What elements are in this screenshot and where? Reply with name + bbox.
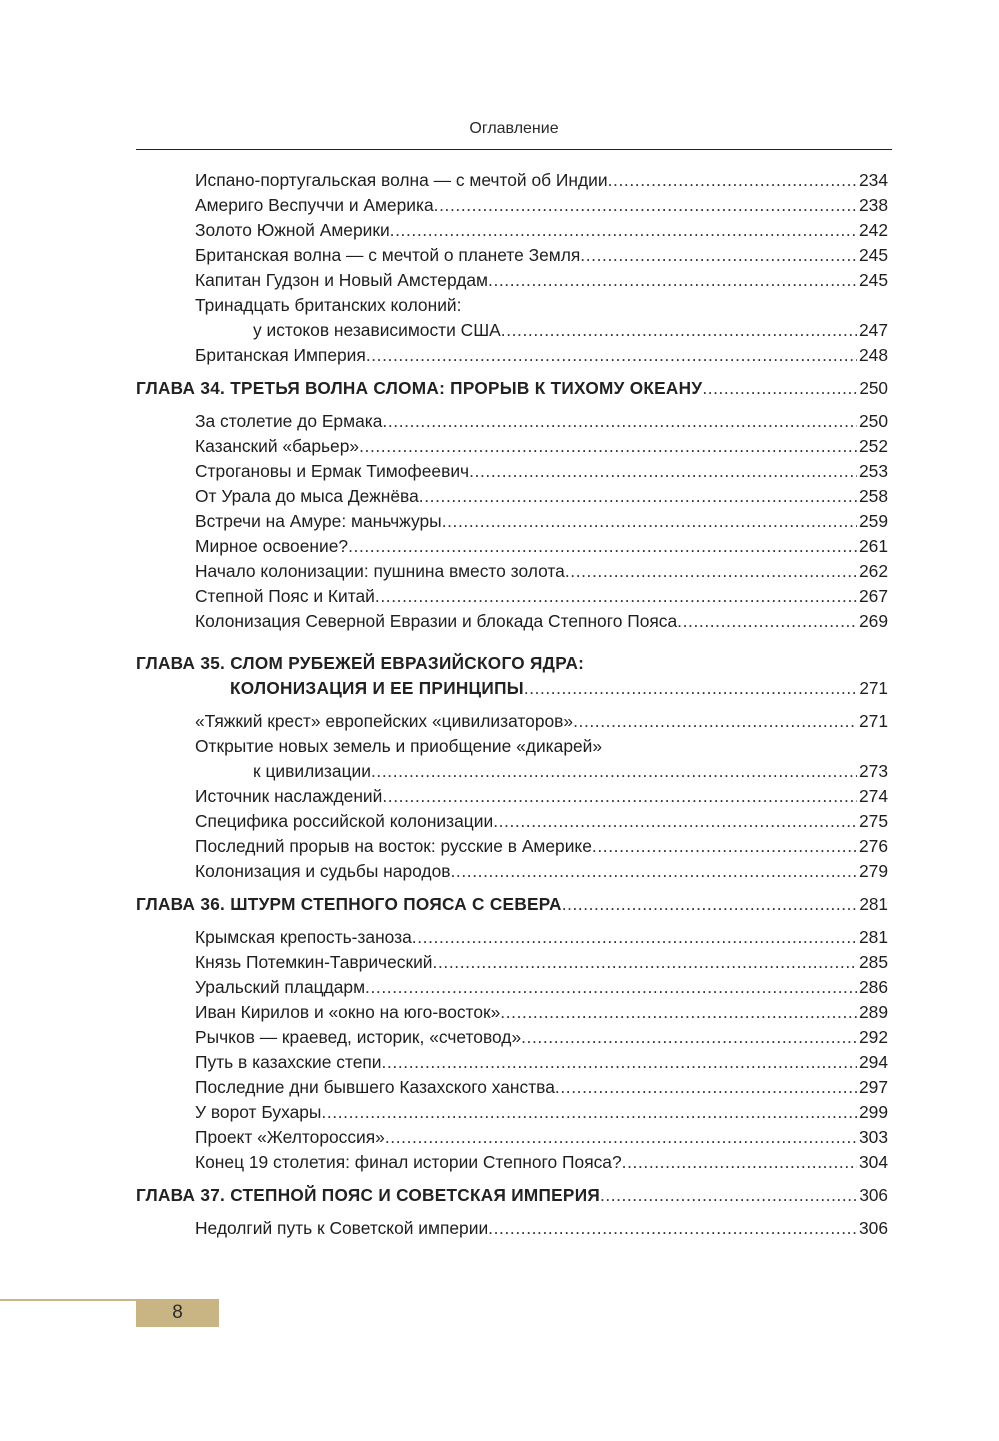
dot-leader (562, 892, 858, 917)
dot-leader (501, 318, 857, 343)
toc-entry-page: 234 (858, 170, 888, 190)
toc-entry-page: 248 (858, 345, 888, 365)
toc-entry-title: От Урала до мыса Дежнёва (195, 486, 419, 506)
toc-entry-page: 267 (858, 586, 888, 606)
toc-entry-page: 252 (858, 436, 888, 456)
toc-entry[interactable] (136, 1050, 888, 1075)
footer-accent-line (0, 1299, 136, 1301)
toc-entry-page: 250 (858, 411, 888, 431)
toc-entry-page: 285 (858, 952, 888, 972)
toc-entry-continuation[interactable] (136, 759, 888, 784)
dot-leader (521, 1025, 857, 1050)
toc-entry-title: У ворот Бухары (195, 1102, 322, 1122)
toc-entry[interactable] (136, 784, 888, 809)
toc-entry-page: 247 (858, 320, 888, 340)
toc-entry-page: 273 (858, 761, 888, 781)
toc-entry-page: 261 (858, 536, 888, 556)
dot-leader (390, 218, 857, 243)
dot-leader (382, 1050, 857, 1075)
toc-entry-page: 271 (858, 711, 888, 731)
dot-leader (348, 534, 857, 559)
toc-entry[interactable] (136, 1125, 888, 1150)
toc-entry-page: 294 (858, 1052, 888, 1072)
toc-entry-page: 279 (858, 861, 888, 881)
dot-leader (565, 559, 857, 584)
toc-entry-title: Проект «Желтороссия» (195, 1127, 385, 1147)
dot-leader (450, 859, 857, 884)
toc-entry-title: Британская Империя (195, 345, 366, 365)
toc-entry-title: Колонизация и судьбы народов (195, 861, 451, 881)
dot-leader (366, 343, 857, 368)
toc-entry[interactable] (136, 834, 888, 859)
toc-entry[interactable] (136, 925, 888, 950)
chapter-heading-35[interactable] (136, 651, 888, 676)
dot-leader (365, 975, 857, 1000)
toc-entry-first-line[interactable] (136, 293, 888, 318)
dot-leader (488, 268, 857, 293)
chapter-page: 250 (859, 378, 888, 398)
toc-entry[interactable] (136, 1216, 888, 1241)
toc-entry[interactable] (136, 809, 888, 834)
toc-entry-title: Америго Веспуччи и Америка (195, 195, 434, 215)
dot-leader (321, 1100, 857, 1125)
toc-entry-title: Иван Кирилов и «окно на юго-восток» (195, 1002, 501, 1022)
toc-entry[interactable] (136, 950, 888, 975)
toc-entry-title: Тринадцать британских колоний: (195, 295, 462, 315)
dot-leader (469, 459, 857, 484)
dot-leader (371, 759, 857, 784)
toc-entry-title: Испано-португальская волна — с мечтой об Индии (195, 170, 608, 190)
chapter-heading-36[interactable] (136, 892, 888, 917)
dot-leader (622, 1150, 857, 1175)
toc-entry-title: Князь Потемкин-Таврический (195, 952, 433, 972)
toc-entry[interactable] (136, 609, 888, 634)
dot-leader (524, 676, 857, 701)
chapter-page: 271 (859, 678, 888, 698)
toc-entry-continuation[interactable] (136, 318, 888, 343)
toc-entry[interactable] (136, 709, 888, 734)
toc-entry-title: Открытие новых земель и приобщение «дикарей» (195, 736, 603, 756)
dot-leader (500, 1000, 857, 1025)
toc-entry-title: Казанский «барьер» (195, 436, 360, 456)
chapter-heading-35-continuation[interactable] (136, 676, 888, 701)
toc-entry[interactable] (136, 975, 888, 1000)
toc-entry-page: 292 (858, 1027, 888, 1047)
dot-leader (592, 834, 857, 859)
toc-entry-title: Капитан Гудзон и Новый Амстердам (195, 270, 489, 290)
toc-entry-title: Последний прорыв на восток: русские в Америке (195, 836, 592, 856)
dot-leader (412, 925, 857, 950)
toc-entry-title-cont: к цивилизации (253, 761, 371, 781)
toc-entry[interactable] (136, 859, 888, 884)
dot-leader (580, 243, 857, 268)
toc-entry[interactable] (136, 1000, 888, 1025)
dot-leader (433, 950, 857, 975)
toc-entry[interactable] (136, 484, 888, 509)
toc-entry-page: 242 (858, 220, 888, 240)
toc-entry-title: Колонизация Северной Евразии и блокада Степного Пояса (195, 611, 678, 631)
toc-entry-title: Путь в казахские степи (195, 1052, 382, 1072)
toc-entry-page: 274 (858, 786, 888, 806)
dot-leader (702, 376, 857, 401)
dot-leader (488, 1216, 857, 1241)
toc-entry-page: 258 (858, 486, 888, 506)
toc-entry-title: Строгановы и Ермак Тимофеевич (195, 461, 470, 481)
dot-leader (385, 1125, 857, 1150)
toc-entry-title: Специфика российской колонизации (195, 811, 494, 831)
chapter-title: ГЛАВА 35. СЛОМ РУБЕЖЕЙ ЕВРАЗИЙСКОГО ЯДРА: (136, 653, 585, 673)
chapter-title: ГЛАВА 37. СТЕПНОЙ ПОЯС И СОВЕТСКАЯ ИМПЕРИЯ (136, 1185, 601, 1205)
toc-entry[interactable] (136, 1150, 888, 1175)
toc-entry-page: 297 (858, 1077, 888, 1097)
toc-entry-title: Последние дни бывшего Казахского ханства (195, 1077, 555, 1097)
toc-entry-title: Встречи на Амуре: маньчжуры (195, 511, 442, 531)
toc-entry-title: Недолгий путь к Советской империи (195, 1218, 489, 1238)
page-number-tab: 8 (136, 1299, 219, 1327)
chapter-title: ГЛАВА 36. ШТУРМ СТЕПНОГО ПОЯСА С СЕВЕРА (136, 894, 562, 914)
toc-entry-page: 289 (858, 1002, 888, 1022)
chapter-heading-34[interactable] (136, 376, 888, 401)
toc-entry-title: Мирное освоение? (195, 536, 349, 556)
toc-entry-title: Источник наслаждений (195, 786, 383, 806)
dot-leader (419, 484, 857, 509)
running-header: Оглавление (469, 120, 559, 137)
toc-entry[interactable] (136, 509, 888, 534)
chapter-page: 306 (859, 1185, 888, 1205)
toc-entry-title: Степной Пояс и Китай (195, 586, 375, 606)
dot-leader (677, 609, 857, 634)
toc-entry-page: 245 (858, 245, 888, 265)
dot-leader (442, 509, 857, 534)
toc-entry[interactable] (136, 268, 888, 293)
toc-entry[interactable] (136, 459, 888, 484)
table-of-contents (136, 168, 888, 1241)
dot-leader (555, 1075, 857, 1100)
toc-entry-title: Британская волна — с мечтой о планете Земля (195, 245, 581, 265)
header-rule (136, 149, 892, 150)
dot-leader (573, 709, 857, 734)
toc-entry[interactable] (136, 1100, 888, 1125)
dot-leader (382, 409, 857, 434)
toc-entry-page: 276 (858, 836, 888, 856)
toc-entry-title: Уральский плацдарм (195, 977, 366, 997)
toc-entry-title: За столетие до Ермака (195, 411, 383, 431)
chapter-title: ГЛАВА 34. ТРЕТЬЯ ВОЛНА СЛОМА: ПРОРЫВ К ТИХОМУ ОКЕАНУ (136, 378, 703, 398)
chapter-heading-37[interactable] (136, 1183, 888, 1208)
chapter-page: 281 (859, 894, 888, 914)
toc-entry[interactable] (136, 584, 888, 609)
dot-leader (382, 784, 857, 809)
toc-entry-page: 299 (858, 1102, 888, 1122)
toc-entry[interactable] (136, 193, 888, 218)
toc-entry-page: 262 (858, 561, 888, 581)
toc-entry-title: Начало колонизации: пушнина вместо золота (195, 561, 565, 581)
toc-entry[interactable] (136, 343, 888, 368)
dot-leader (493, 809, 857, 834)
toc-entry-page: 275 (858, 811, 888, 831)
dot-leader (608, 168, 857, 193)
dot-leader (359, 434, 857, 459)
dot-leader (600, 1183, 857, 1208)
toc-entry-title: «Тяжкий крест» европейских «цивилизаторов» (195, 711, 574, 731)
toc-entry-page: 281 (858, 927, 888, 947)
toc-entry-title: Конец 19 столетия: финал истории Степного Пояса? (195, 1152, 622, 1172)
toc-entry[interactable] (136, 1075, 888, 1100)
toc-entry-title: Крымская крепость-заноза (195, 927, 412, 947)
toc-entry[interactable] (136, 534, 888, 559)
toc-entry-page: 259 (858, 511, 888, 531)
toc-entry-title-cont: у истоков независимости США (253, 320, 501, 340)
toc-entry[interactable] (136, 218, 888, 243)
toc-entry-page: 306 (858, 1218, 888, 1238)
toc-entry-page: 238 (858, 195, 888, 215)
toc-entry-page: 304 (858, 1152, 888, 1172)
toc-entry-first-line[interactable] (136, 734, 888, 759)
toc-entry-page: 253 (858, 461, 888, 481)
toc-entry-page: 303 (858, 1127, 888, 1147)
toc-entry[interactable] (136, 559, 888, 584)
toc-entry[interactable] (136, 243, 888, 268)
toc-entry-page: 269 (858, 611, 888, 631)
toc-entry-title: Золото Южной Америки (195, 220, 390, 240)
toc-entry[interactable] (136, 434, 888, 459)
toc-entry-page: 245 (858, 270, 888, 290)
toc-entry[interactable] (136, 1025, 888, 1050)
toc-entry-title: Рычков — краевед, историк, «счетовод» (195, 1027, 522, 1047)
toc-entry[interactable] (136, 409, 888, 434)
toc-entry-page: 286 (858, 977, 888, 997)
dot-leader (434, 193, 857, 218)
toc-entry[interactable] (136, 168, 888, 193)
dot-leader (375, 584, 857, 609)
chapter-title-cont: КОЛОНИЗАЦИЯ И ЕЕ ПРИНЦИПЫ (230, 678, 524, 698)
